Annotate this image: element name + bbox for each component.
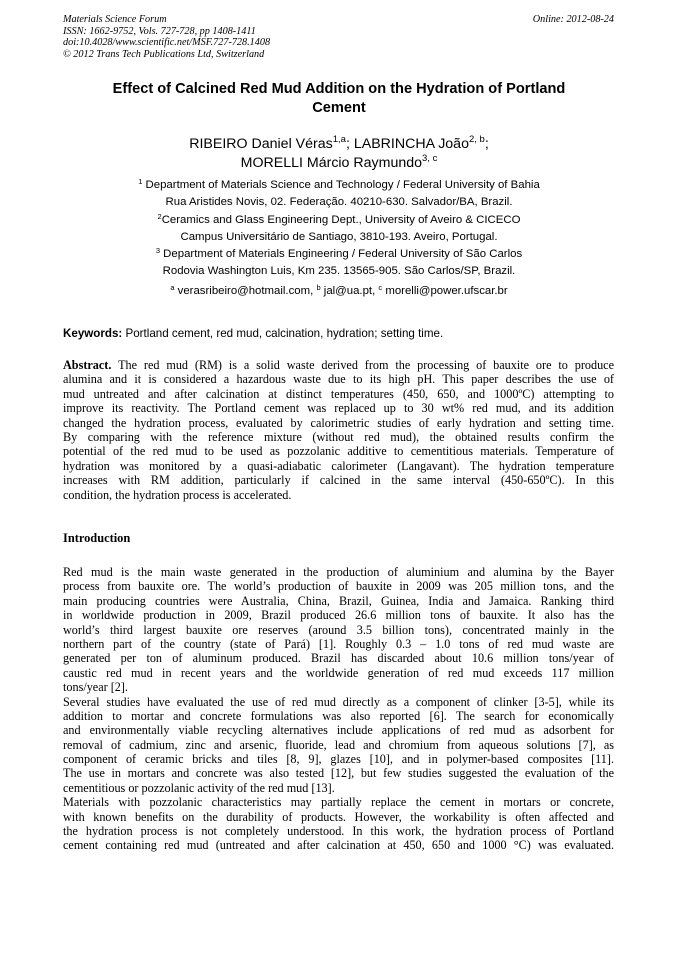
intro-line: cementitious or pozzolanic activity of the red mud [13]. <box>63 780 335 795</box>
email-c-sup: c <box>378 283 383 292</box>
intro-line: removal of cadmium, zinc and arsenic, fluoride, lead and chromium from aqueous solutions [7], as <box>63 737 614 752</box>
affiliation-1-line-2: Rua Aristides Novis, 02. Federação. 40210-630. Salvador/BA, Brazil. <box>165 195 513 208</box>
author-labrincha-affiliation: 2, b <box>468 134 485 145</box>
email-line <box>70 283 608 300</box>
affiliation-1-number: 1 <box>138 177 143 186</box>
journal-issn: ISSN: 1662-9752, Vols. 727-728, pp 1408-1411 <box>63 25 256 37</box>
affiliation-3-text: Department of Materials Engineering / Federal University of São Carlos <box>160 248 523 260</box>
email-c-link[interactable]: morelli@power.ufscar.br <box>382 285 508 297</box>
intro-line: with known benefits on the durability of products. However, the workability is often affected and <box>63 809 614 824</box>
author-labrincha: ; LABRINCHA João <box>345 136 469 152</box>
affiliation-2-number: 2 <box>157 212 162 221</box>
journal-doi: doi:10.4028/www.scientific.net/MSF.727-728.1408 <box>63 37 271 48</box>
title-line-1: Effect of Calcined Red Mud Addition on the Hydration of Portland <box>112 81 566 97</box>
abstract-line: condition, the hydration process is accelerated. <box>63 487 292 502</box>
abstract-line <box>63 358 614 372</box>
intro-line: and environmentally viable recycling alternatives include applications of red mud as adsorbent for <box>63 723 614 738</box>
email-b-link[interactable]: jal@ua.pt, <box>320 285 379 297</box>
intro-line: process from bauxite ore. The world’s production of bauxite in 2009 was 205 million tons, and the <box>63 579 614 594</box>
intro-line: Materials with pozzolanic characteristics may partially replace the cement in mortars or concrete, <box>63 795 614 810</box>
authors-line-2 <box>70 154 608 173</box>
intro-line: Several studies have evaluated the use of red mud directly as a component of clinker [3-5], while its <box>63 694 614 709</box>
intro-line: northern part of the country (state of Pará) [1]. Roughly 0.3 – 1.0 tons of red mud waste are <box>63 636 614 651</box>
introduction-body <box>63 565 614 853</box>
authors-line-1 <box>70 135 608 154</box>
abstract-line: mud untreated and after calcination at distinct temperatures (450, 650, and 1000ºC) attempting to <box>63 386 614 401</box>
affiliation-1 <box>70 177 608 210</box>
affiliation-3-number: 3 <box>155 246 161 255</box>
intro-line: addition to mortar and concrete formulations was also reported [6]. The search for economically <box>63 708 614 723</box>
intro-line: component of ceramic bricks and tiles [8, 9], glazes [10], and in polymer-based composites [11]. <box>63 752 614 767</box>
intro-line: The use in mortars and concrete was also tested [12], but few studies suggested the evaluation of the <box>63 766 614 781</box>
intro-line: world’s third largest bauxite ore reserves (around 3.5 billion tons), concentrated mainly in the <box>63 622 614 637</box>
intro-line: cement containing red mud (untreated and after calcination at 450, 650 and 1000 °C) was evaluated. <box>63 838 614 853</box>
intro-line: tons/year [2]. <box>63 680 128 695</box>
email-a-link[interactable]: verasribeiro@hotmail.com, <box>174 285 317 297</box>
author-list <box>70 135 608 173</box>
abstract-line: By comparing with the reference mixture (without red mud), the obtained results confirm the <box>63 429 614 444</box>
keywords-label: Keywords: <box>63 327 123 340</box>
affiliation-3-line-1 <box>70 246 608 263</box>
affiliation-2 <box>70 212 608 245</box>
abstract-line: potential of the red mud to be used as pozzolanic additive to cementitious materials. Temperature of <box>63 444 614 459</box>
section-heading-introduction: Introduction <box>63 531 131 545</box>
journal-name: Materials Science Forum <box>63 14 167 25</box>
author-separator: ; <box>484 136 489 152</box>
intro-line: Red mud is the main waste generated in the production of aluminium and alumina by the Bayer <box>63 565 614 579</box>
email-b-sup: b <box>316 283 321 292</box>
intro-line: in worldwide production in 2009, Brazil produced 26.6 million tons of bauxite. It also has the <box>63 608 614 623</box>
affiliation-3 <box>70 246 608 279</box>
keywords <box>63 326 615 341</box>
abstract-line: improve its reactivity. The Portland cement was replaced up to 30 wt% red mud, and its addition <box>63 401 614 416</box>
journal-copyright: © 2012 Trans Tech Publications Ltd, Switzerland <box>63 48 265 60</box>
affiliation-3-line-2: Rodovia Washington Luis, Km 235. 13565-905. São Carlos/SP, Brazil. <box>162 264 516 277</box>
journal-header <box>63 14 270 60</box>
email-list <box>70 283 608 300</box>
online-date: Online: 2012-08-24 <box>532 14 614 25</box>
intro-line: caustic red mud in recent years and the worldwide generation of red mud exceeds 117 million <box>63 665 614 680</box>
intro-line: main producing countries were Australia, China, Brazil, Guinea, India and Jamaica. Ranking third <box>63 593 614 608</box>
abstract-line: alumina and it is considered a hazardous waste due to its high pH. This paper describes the use of <box>63 372 614 387</box>
author-ribeiro: RIBEIRO Daniel Véras <box>189 136 333 152</box>
abstract-label: Abstract. <box>63 358 112 372</box>
abstract-line: increases with RM addition, particularly if calcined in the same interval (450-650ºC). In this <box>63 473 614 488</box>
affiliation-2-line-1 <box>70 212 608 229</box>
affiliation-2-line-2: Campus Universitário de Santiago, 3810-193. Aveiro, Portugal. <box>180 230 498 243</box>
abstract-line: hydration was monitored by a quasi-adiabatic calorimeter (Langavant). The hydration temperature <box>63 458 614 473</box>
affiliation-1-line-1 <box>70 177 608 194</box>
abstract <box>63 358 614 502</box>
intro-line: the hydration process is not completely understood. In this work, the hydration process of Portland <box>63 824 614 839</box>
email-a-sup: a <box>170 283 175 292</box>
keywords-text: Portland cement, red mud, calcination, hydration; setting time. <box>122 327 444 340</box>
author-ribeiro-affiliation: 1,a <box>332 134 346 145</box>
author-morelli-affiliation: 3, c <box>422 153 438 164</box>
affiliation-2-text: Ceramics and Glass Engineering Dept., University of Aveiro & CICECO <box>161 214 521 226</box>
abstract-line-text: The red mud (RM) is a solid waste derived from the processing of bauxite ore to produce <box>111 358 614 372</box>
title-line-2: Cement <box>312 100 366 116</box>
abstract-line: changed the hydration process, evaluated by calorimetric studies of early hydration and setting time. <box>63 415 614 430</box>
paper-title <box>70 80 608 118</box>
affiliation-1-text: Department of Materials Science and Technology / Federal University of Bahia <box>142 179 540 191</box>
intro-line: generated per ton of aluminum produced. Brazil has discarded about 10.6 million tons/year of <box>63 651 614 666</box>
author-morelli: MORELLI Márcio Raymundo <box>240 155 423 171</box>
